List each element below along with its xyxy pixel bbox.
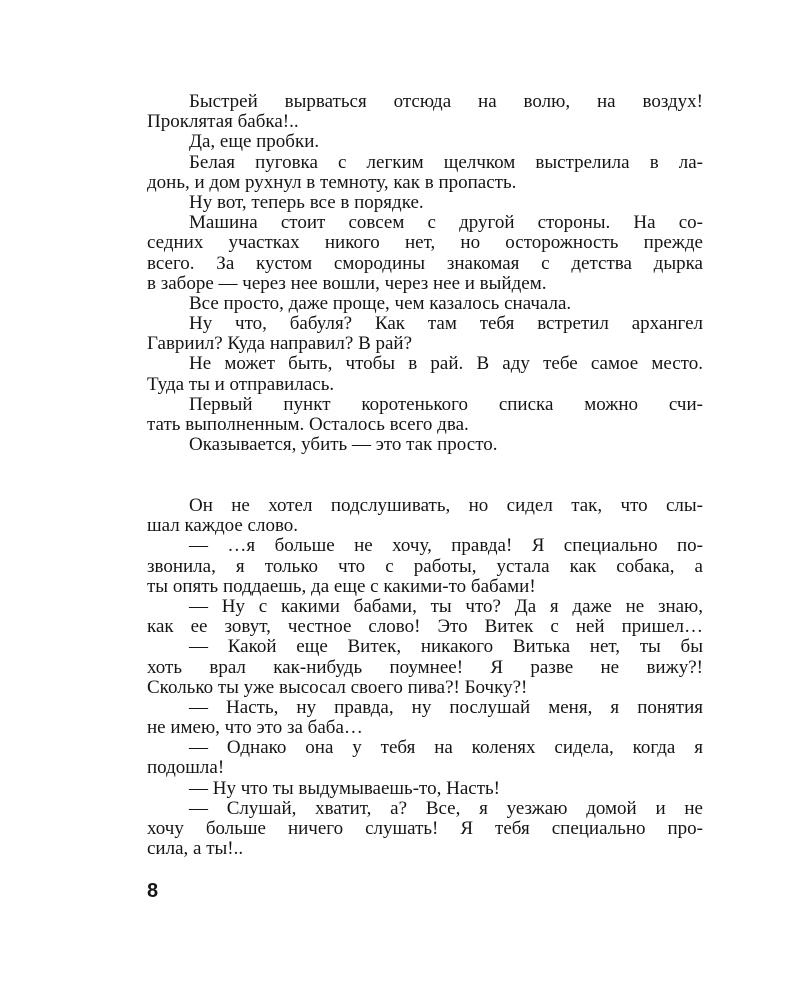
text-line: не имею, что это за баба… <box>147 717 363 739</box>
text-line: Быстрей вырваться отсюда на волю, на воздух! <box>189 91 703 112</box>
text-line: Он не хотел подслушивать, но сидел так, что слы- <box>189 495 703 516</box>
page-number: 8 <box>147 880 159 902</box>
text-line: Проклятая бабка!.. <box>147 111 299 133</box>
text-line: — Какой еще Витек, никакого Витька нет, ты бы <box>189 636 703 658</box>
text-line: хоть врал как-нибудь поумнее! Я разве не вижу?! <box>147 656 703 678</box>
text-line: Первый пункт коротенького списка можно счи- <box>189 393 703 415</box>
text-section-2 <box>147 496 703 859</box>
text-line: — Однако она у тебя на коленях сидела, когда я <box>189 737 703 759</box>
text-line: шал каждое слово. <box>147 515 299 537</box>
text-line: Оказывается, убить — это так просто. <box>189 434 498 456</box>
text-line: донь, и дом рухнул в темноту, как в пропасть. <box>147 171 517 193</box>
text-line: сила, а ты!.. <box>147 838 244 860</box>
text-line: — …я больше не хочу, правда! Я специально по- <box>189 535 703 557</box>
text-line: подошла! <box>147 757 225 779</box>
text-line: — Ну с какими бабами, ты что? Да я даже не знаю, <box>189 595 703 617</box>
text-line: Все просто, даже проще, чем казалось сначала. <box>189 292 572 314</box>
text-line: хочу больше ничего слушать! Я тебя специально про- <box>147 818 703 839</box>
text-line: Ну вот, теперь все в порядке. <box>189 191 424 213</box>
text-line: — Слушай, хватит, а? Все, я уезжаю домой и не <box>189 797 703 819</box>
text-line: всего. За кустом смородины знакомая с детства дырка <box>147 252 703 274</box>
text-line: ты опять поддаешь, да еще с какими-то бабами! <box>147 575 536 597</box>
text-line: Сколько ты уже высосал своего пива?! Бочку?! <box>147 676 528 698</box>
text-line: Не может быть, чтобы в рай. В аду тебе самое место. <box>189 353 703 375</box>
text-line: звонила, я только что с работы, устала как собака, а <box>147 555 703 577</box>
text-line: — Насть, ну правда, ну послушай меня, я понятия <box>189 696 703 718</box>
text-line: Туда ты и отправилась. <box>147 373 335 395</box>
text-line: в заборе — через нее вошли, через нее и выйдем. <box>147 272 547 294</box>
text-line: — Ну что ты выдумываешь-то, Насть! <box>189 777 500 799</box>
text-line: Машина стоит совсем с другой стороны. На со- <box>189 212 703 234</box>
text-line: седних участках никого нет, но осторожность прежде <box>147 232 703 254</box>
text-line: Гавриил? Куда направил? В рай? <box>147 333 413 355</box>
text-line: как ее зовут, честное слово! Это Витек с ней пришел… <box>147 616 703 638</box>
text-line: тать выполненным. Осталось всего два. <box>147 414 469 435</box>
text-line: Ну что, бабуля? Как там тебя встретил архангел <box>189 313 703 335</box>
text-line: Белая пуговка с легким щелчком выстрелила в ла- <box>189 151 703 173</box>
text-line: Да, еще пробки. <box>189 131 320 153</box>
text-section-1 <box>147 92 703 455</box>
